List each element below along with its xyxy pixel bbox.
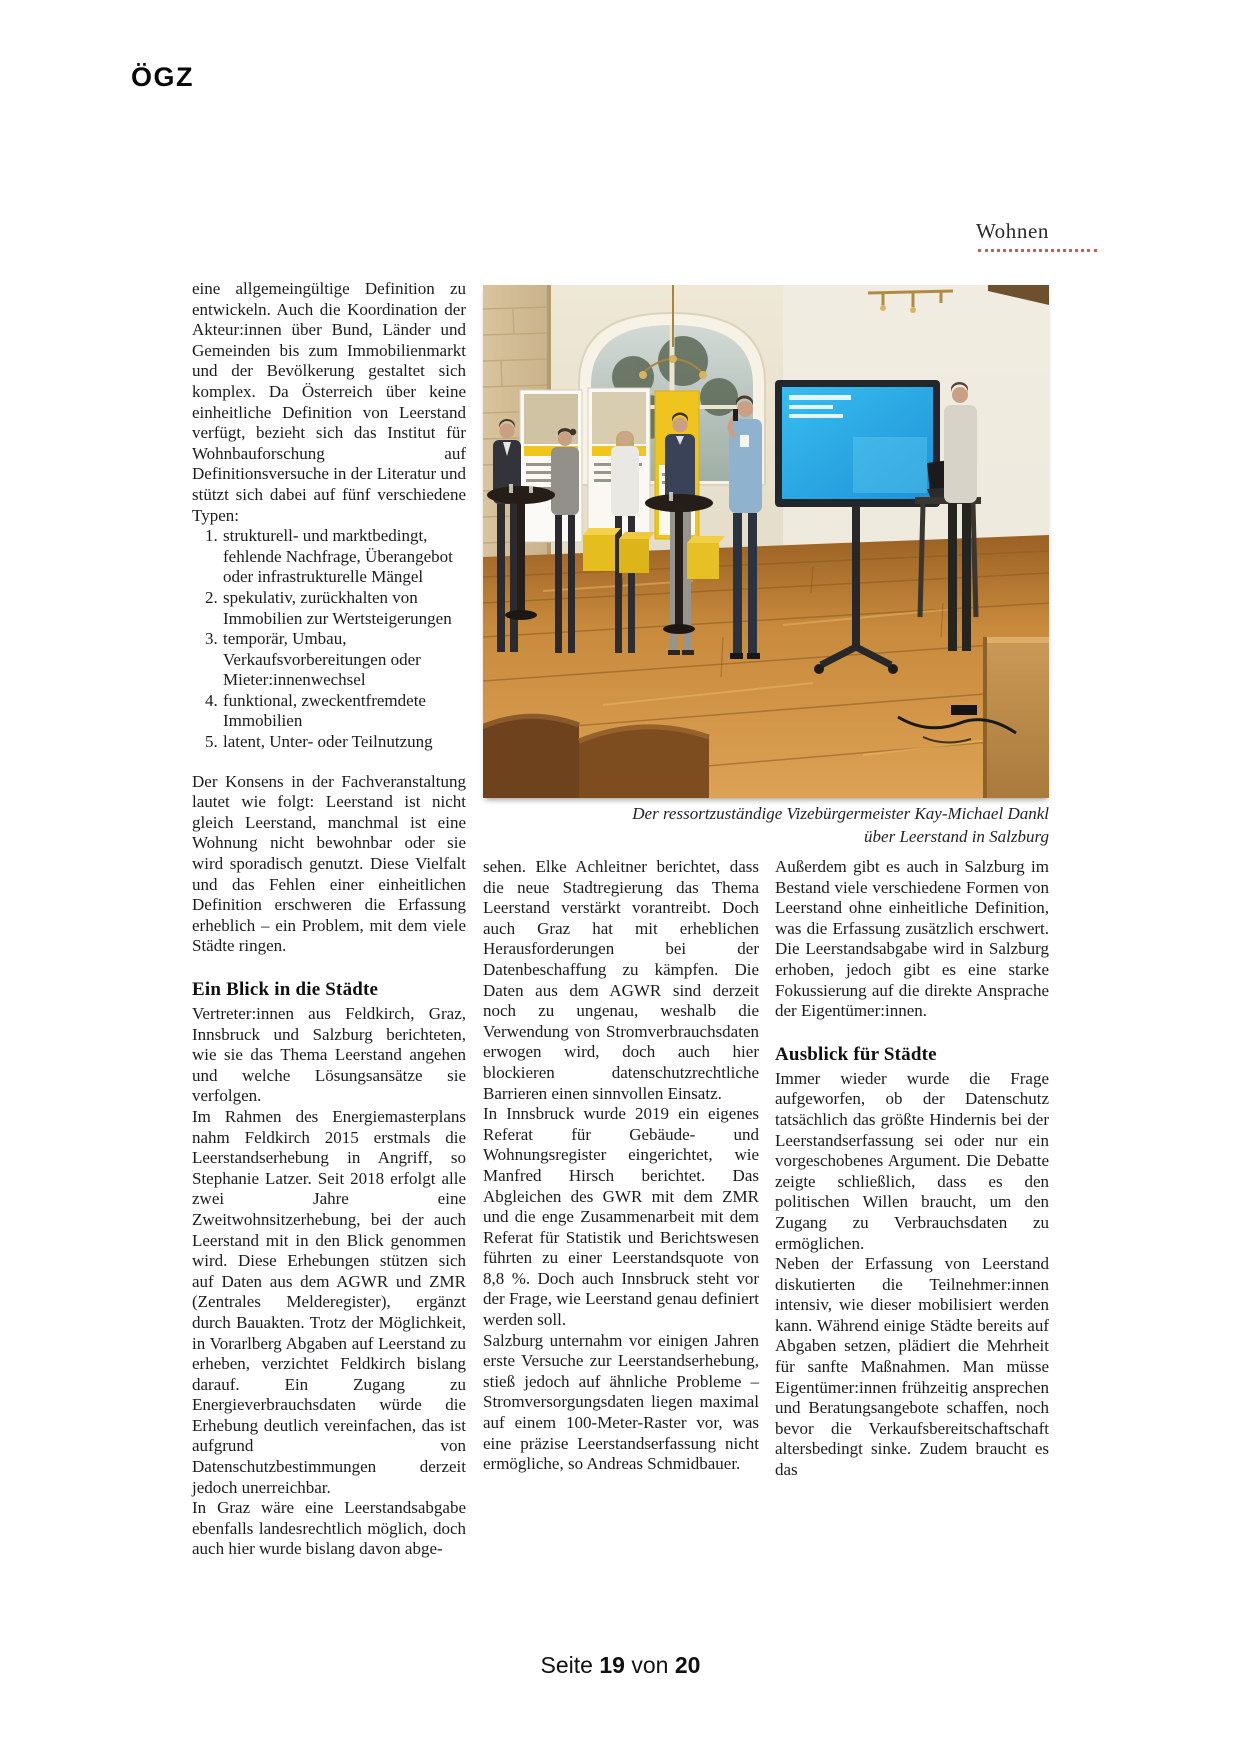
list-number: 2. (205, 587, 218, 607)
list-text: spekulativ, zurückhalten von Immobilien zur Wertsteigerungen (223, 587, 452, 628)
paragraph-consensus: Der Konsens in der Fachveranstaltung lautet wie folgt: Leerstand ist nicht gleich Leerstand, manchmal ist eine Wohnung nicht bewohnbar oder sie wird sporadisch genutzt. Diese Vielfalt und das Fehlen einer einheitlichen Definition erschweren die Erfassung erheblich – ein Problem, mit dem viele Städte ringen. (192, 771, 466, 956)
footer-separator: von (631, 1652, 669, 1678)
list-item (192, 526, 466, 588)
section-label: Wohnen (975, 219, 1049, 243)
magazine-logo: ÖGZ (131, 62, 194, 92)
list-number: 1. (205, 526, 218, 546)
list-item (192, 732, 466, 753)
presentation-screen (775, 380, 940, 507)
subheading-outlook: Ausblick für Städte (775, 1043, 937, 1065)
page-number-footer (0, 1652, 1241, 1679)
list-text: latent, Unter- oder Teilnutzung (223, 732, 433, 752)
paragraph-mobilisierung: Neben der Erfassung von Leerstand diskutierten die Teilnehmer:innen intensiv, wie dieser mobilisiert werden kann. Während einige Städte bereits auf Abgaben setzen, plädiert die Mehrheit für sanfte Maßnahmen. Man müsse Eigentümer:innen frühzeitig ansprechen und Beratungsangebote schaffen, noch bevor die Verkaufsbereitschaftschaft altersbedingt sinke. Zudem braucht es das (775, 1254, 1049, 1480)
list-number: 3. (205, 629, 218, 649)
article-column-3 (775, 857, 1049, 1481)
article-column-1 (192, 279, 466, 1560)
vacancy-type-list (192, 526, 466, 753)
paragraph-datenschutz: Immer wieder wurde die Frage aufgeworfen, ob der Datenschutz tatsächlich das größte Hindernis bei der Leerstandserfassung sei oder nur ein vorgeschobenes Argument. Die Debatte zeigte schließlich, dass es den politischen Willen braucht, um den Zugang zu Verbrauchsdaten zu ermöglichen. (775, 1068, 1049, 1253)
list-item (192, 629, 466, 691)
list-text: strukturell- und marktbedingt, fehlende Nachfrage, Überangebot oder infrastrukturelle Mängel (223, 526, 453, 587)
paragraph-salzburg: Salzburg unternahm vor einigen Jahren erste Versuche zur Leerstandserhebung, stieß jedoch auf ähnliche Probleme – Stromversorgungsdaten liegen maximal auf einem 100-Meter-Raster vor, was eine präzise Leerstandserfassung nicht ermögliche, so Andreas Schmidbauer. (483, 1330, 759, 1474)
paragraph-innsbruck: In Innsbruck wurde 2019 ein eigenes Referat für Gebäude- und Wohnungsregister eingerichtet, wie Manfred Hirsch berichtet. Das Abgleichen des GWR mit dem ZMR und die enge Zusammenarbeit mit dem Referat für Statistik und Berichtswesen führten zu einer Leerstandsquote von 8,8 %. Doch auch Innsbruck steht vor der Frage, wie Leerstand genau definiert werden soll. (483, 1104, 759, 1330)
paragraph-graz: In Graz wäre eine Leerstandsabgabe ebenfalls landesrechtlich möglich, doch auch hier wurde bislang davon abge- (192, 1498, 466, 1559)
list-item (192, 588, 466, 629)
paragraph-intro: eine allgemeingültige Definition zu entwickeln. Auch die Koordination der Akteur:innen über Bund, Länder und Gemeinden bis zum Immobilienmarkt und der Bevölkerung gestaltet sich komplex. Da Österreich über keine einheitliche Definition von Leerstand verfügt, bezieht sich das Institut für Wohnbauforschung auf Definitionsversuche in der Literatur und stützt sich dabei auf fünf verschiedene Typen: (192, 279, 466, 525)
paragraph-salzburg-forms: Außerdem gibt es auch in Salzburg im Bestand viele verschiedene Formen von Leerstand ohne einheitliche Definition, was die Erfassung zusätzlich erschwert. Die Leerstandsabgabe wird in Salzburg erhoben, jedoch gibt es eine starke Fokussierung auf die direkte Ansprache der Eigentümer:innen. (775, 857, 1049, 1021)
list-item (192, 691, 466, 732)
photo-caption (483, 802, 1049, 848)
list-text: funktional, zweckentfremdete Immobilien (223, 690, 426, 731)
paragraph-cities-intro: Vertreter:innen aus Feldkirch, Graz, Innsbruck und Salzburg berichteten, wie sie das Thema Leerstand angehen und welche Lösungsansätze sie verfolgen. (192, 1004, 466, 1106)
paragraph-graz-continued: sehen. Elke Achleitner berichtet, dass die neue Stadtregierung das Thema Leerstand verstärkt vorantreibt. Doch auch Graz hat mit erheblichen Herausforderungen bei der Datenbeschaffung zu kämpfen. Die Daten aus dem AGWR sind derzeit noch zu ungenau, weshalb die Verwendung von Stromverbrauchsdaten erwogen wird, doch auch hier blockieren datenschutzrechtliche Barrieren einen sinnvollen Einsatz. (483, 857, 759, 1103)
section-dotted-rule (978, 249, 1097, 252)
footer-prefix: Seite (540, 1652, 593, 1678)
wooden-plinth (983, 637, 1049, 798)
article-column-2 (483, 857, 759, 1475)
caption-line-1: Der ressortzuständige Vizebürgermeister Kay-Michael Dankl (632, 804, 1049, 823)
footer-page-number: 19 (599, 1652, 625, 1678)
list-number: 4. (205, 690, 218, 710)
microphone (733, 409, 738, 421)
list-text: temporär, Umbau, Verkaufsvorbereitungen oder Mieter:innenwechsel (223, 629, 421, 690)
caption-line-2: über Leerstand in Salzburg (864, 827, 1049, 846)
paragraph-feldkirch: Im Rahmen des Energiemasterplans nahm Feldkirch 2015 erstmals die Leerstandserhebung in Angriff, so Stephanie Latzer. Seit 2018 erfolgt alle zwei Jahre eine Zweitwohnsitzerhebung, bei der auch Leerstand mit in den Blick genommen wird. Diese Erhebungen stützen sich auf Daten aus dem AGWR und ZMR (Zentrales Melderegister), ergänzt durch Bauakten. Trotz der Möglichkeit, in Vorarlberg Abgaben auf Leerstand zu erheben, verzichtet Feldkirch bislang darauf. Ein Zugang zu Energieverbrauchsdaten würde die Erhebung deutlich vereinfachen, das ist aufgrund von Datenschutzbestimmungen derzeit jedoch unerreichbar. (192, 1106, 466, 1497)
footer-total-pages: 20 (674, 1652, 701, 1678)
subheading-cities: Ein Blick in die Städte (192, 979, 379, 1000)
list-number: 5. (205, 732, 218, 752)
event-photo (483, 285, 1049, 798)
